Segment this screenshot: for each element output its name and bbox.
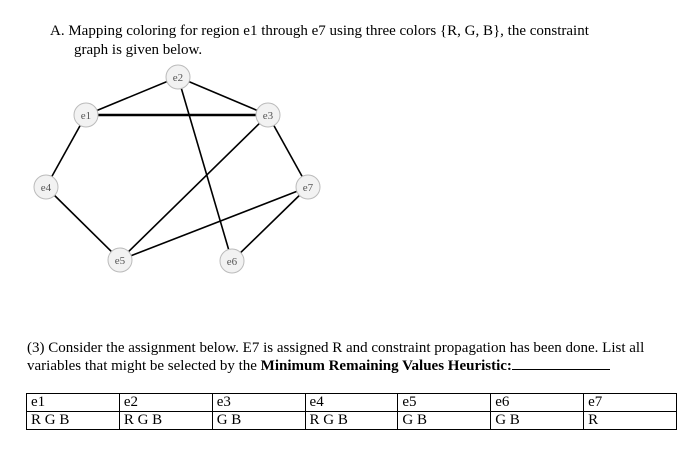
assignment-table bbox=[26, 393, 677, 430]
node-label-e2: e2 bbox=[172, 72, 184, 84]
instruction-text: (3) Consider the assignment below. E7 is assigned R and constraint propagation has been done. List all variables that might be selected by the bbox=[27, 340, 645, 374]
edge-e3-e5 bbox=[120, 115, 268, 260]
node-label-e4: e4 bbox=[40, 182, 52, 194]
table-values-row bbox=[27, 412, 677, 430]
node-label-e7: e7 bbox=[302, 182, 314, 194]
question-3-instruction bbox=[27, 339, 667, 375]
header-cell: e3 bbox=[212, 394, 305, 412]
node-label-e5: e5 bbox=[114, 255, 126, 267]
instruction-bold: Minimum Remaining Values Heuristic: bbox=[260, 358, 512, 374]
header-cell: e6 bbox=[491, 394, 584, 412]
edge-e4-e5 bbox=[46, 187, 120, 260]
header-cell: e4 bbox=[305, 394, 398, 412]
value-cell: R G B bbox=[27, 412, 120, 430]
value-cell: G B bbox=[212, 412, 305, 430]
edge-e6-e7 bbox=[232, 187, 308, 261]
value-cell: R G B bbox=[119, 412, 212, 430]
table-header-row bbox=[27, 394, 677, 412]
edge-e2-e3 bbox=[178, 77, 268, 115]
node-label-e3: e3 bbox=[262, 110, 274, 122]
value-cell: R G B bbox=[305, 412, 398, 430]
header-cell: e2 bbox=[119, 394, 212, 412]
question-line-1: A. Mapping coloring for region e1 through e7 using three colors {R, G, B}, the constraint bbox=[50, 23, 589, 39]
node-label-e1: e1 bbox=[80, 110, 92, 122]
edge-e1-e2 bbox=[86, 77, 178, 115]
value-cell: G B bbox=[398, 412, 491, 430]
header-cell: e5 bbox=[398, 394, 491, 412]
header-cell: e7 bbox=[584, 394, 677, 412]
value-cell: G B bbox=[491, 412, 584, 430]
header-cell: e1 bbox=[27, 394, 120, 412]
value-cell: R bbox=[584, 412, 677, 430]
node-label-e6: e6 bbox=[226, 256, 238, 268]
edge-e2-e6 bbox=[178, 77, 232, 261]
question-line-2: graph is given below. bbox=[74, 42, 203, 58]
answer-blank[interactable] bbox=[512, 357, 610, 370]
